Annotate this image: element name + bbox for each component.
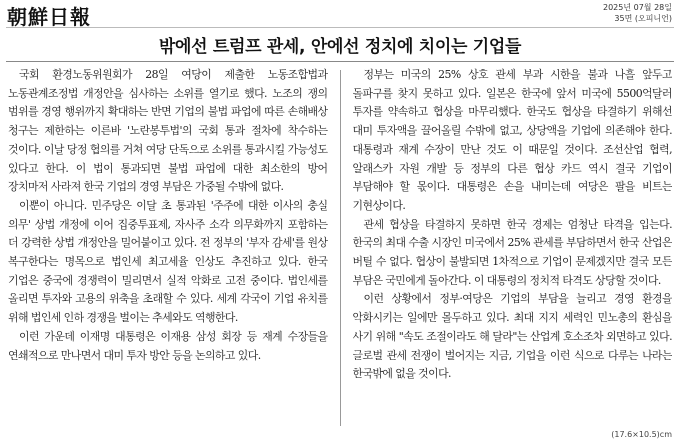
article-headline: 밖에선 트럼프 관세, 안에선 정치에 치이는 기업들 (158, 37, 522, 57)
issue-date: 2025년 07월 28일 (603, 3, 672, 12)
paragraph: 관세 협상을 타결하지 못하면 한국 경제는 엄청난 타격을 입는다. 한국의 최대 수출 시장인 미국에서 25% 관세를 부담하면서 한국 산업은 버틸 수 없다. 협상이 불발되면 1차적으로 기업이 문제겠지만 결국 모든 부담은 국민에게 돌아간다. 이 대통령의 정치적 타격도 상당할 것이다. (352, 217, 672, 287)
paragraph: 이런 가운데 이재명 대통령은 이재용 삼성 회장 등 재계 수장들을 연쇄적으로 만나면서 대미 투자 방안 등을 논의하고 있다. (8, 329, 328, 362)
clipping-size: (17.6×10.5)cm (611, 430, 672, 439)
newspaper-logo: 朝鮮日報 (7, 5, 91, 29)
issue-meta (603, 2, 672, 24)
article-column-left (8, 66, 328, 428)
paragraph: 정부는 미국의 25% 상호 관세 부과 시한을 불과 나흘 앞두고 돌파구를 찾지 못하고 있다. 일본은 한국에 앞서 미국에 5500억달러 투자를 약속하고 협상을 마무리했다. 한국도 협상을 타결하기 위해선 대미 투자액을 끌어올릴 수밖에 없고, 상당액을 기업에 의존해야 한다. 대통령과 재계 수장이 만난 것도 이 때문일 것이다. 조선산업 협력, 알래스카 자원 개발 등 정부의 다른 협상 카드 역시 결국 기업이 부담해야 할 몫이다. 대통령은 손을 내미는데 여당은 팔을 비트는 기현상이다. (352, 68, 672, 212)
masthead (0, 0, 680, 28)
article-column-right (353, 66, 673, 428)
column-divider (340, 70, 341, 426)
top-divider (6, 27, 674, 28)
paragraph: 국회 환경노동위원회가 28일 여당이 제출한 노동조합법과 노동관계조정법 개정안을 심사하는 소위를 열기로 했다. 노조의 쟁의 범위를 경영 행위까지 확대하는 반면 기업의 불법 파업에 따른 손해배상 청구는 제한하는 이른바 '노란봉투법'의 국회 통과 절차에 착수하는 것이다. 이날 당정 협의를 거쳐 여당 단독으로 소위를 통과시킬 가능성도 있다고 한다. 이 법이 통과되면 불법 파업에 대한 최소한의 방어 장치마저 사라져 한국 기업의 경영 부담은 가중될 수밖에 없다. (8, 68, 328, 194)
headline-divider (6, 61, 674, 62)
article-body (8, 66, 672, 428)
paragraph: 이런 상황에서 정부·여당은 기업의 부담을 늘리고 경영 환경을 악화시키는 일에만 몰두하고 있다. 최대 지지 세력인 민노총의 환심을 사기 위해 "속도 조절이라도 해 달라"는 산업계 호소조차 외면하고 있다. 글로벌 관세 전쟁이 벌어지는 지금, 기업을 이런 식으로 다루는 나라는 한국밖에 없을 것이다. (352, 292, 672, 381)
page-section: 35면 (오피니언) (614, 14, 672, 23)
paragraph: 이뿐이 아니다. 민주당은 이달 초 통과된 '주주에 대한 이사의 충실 의무' 상법 개정에 이어 집중투표제, 자사주 소각 의무화까지 포함하는 더 강력한 상법 개정안을 밀어붙이고 있다. 전 정부의 '부자 감세'를 원상 복구한다는 명목으로 법인세 최고세율 인상도 추진하고 있다. 한국 기업은 중국에 경쟁력이 밀리면서 실적 악화로 고전 중이다. 법인세를 올리면 투자와 고용의 위축을 초래할 수 있다. 세계 각국이 기업 유치를 위해 법인세 인하 경쟁을 벌이는 추세와도 역행한다. (8, 198, 328, 325)
